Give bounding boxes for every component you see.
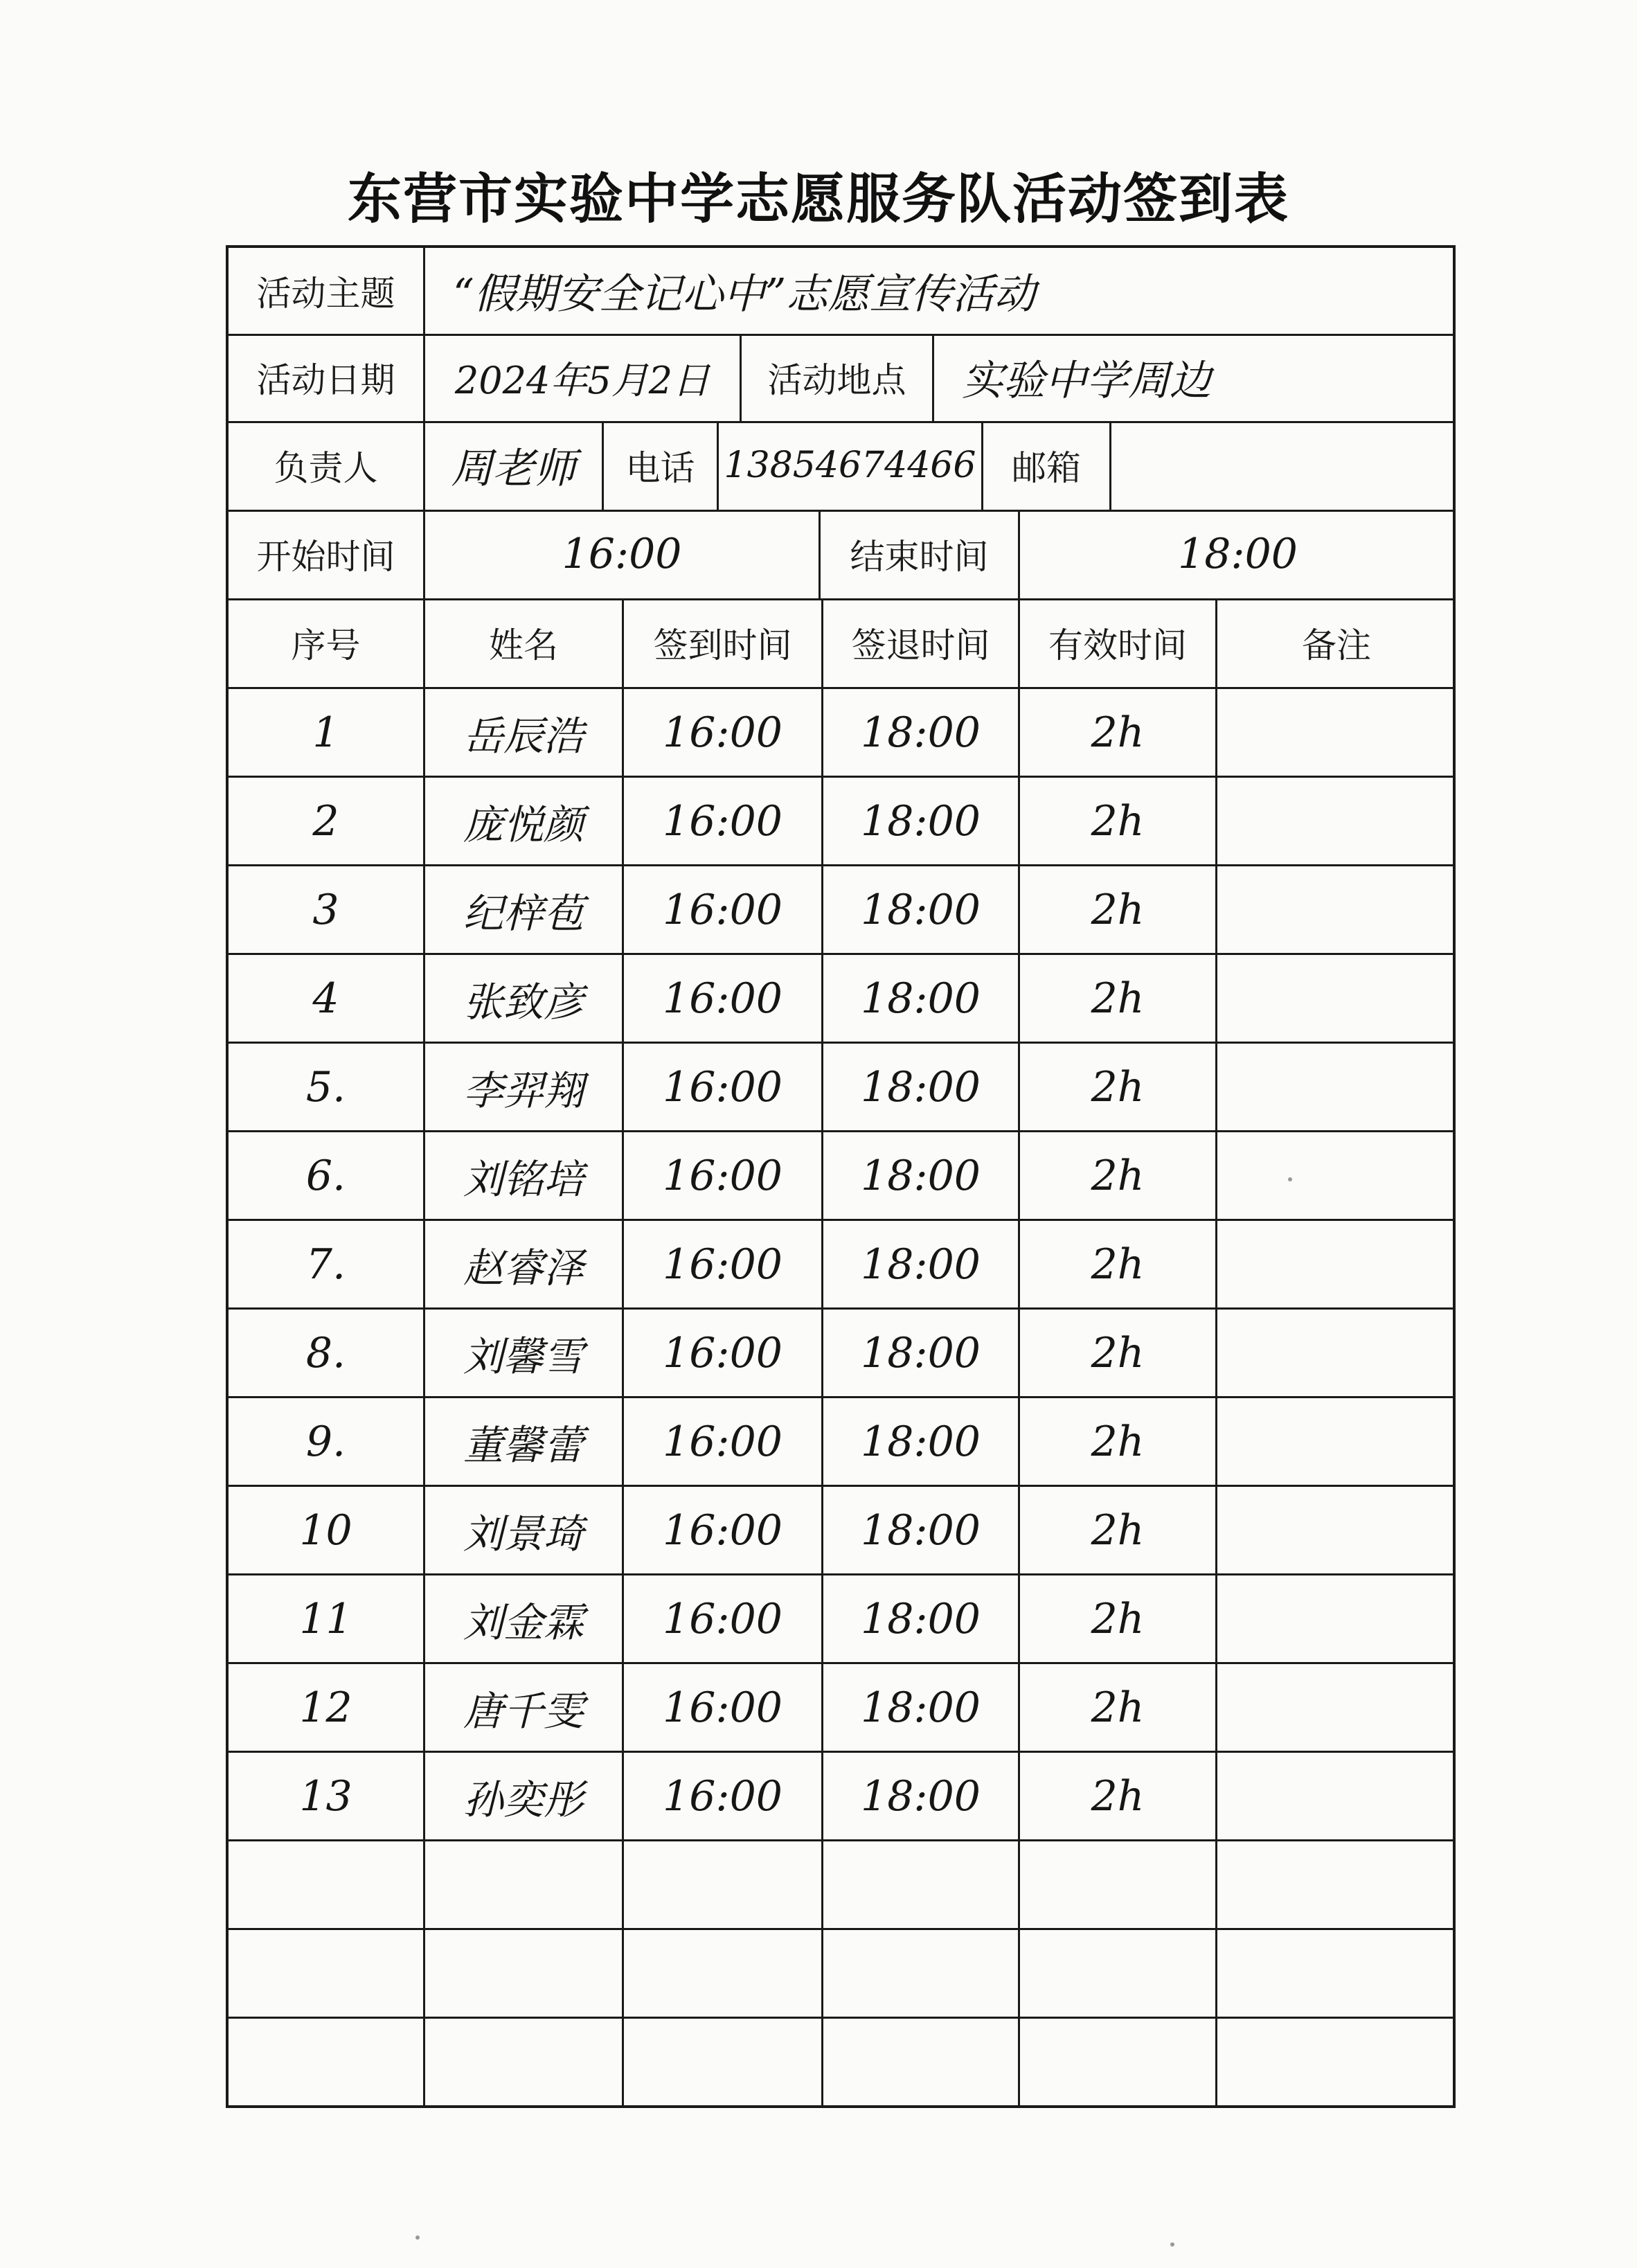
row-remarks bbox=[1217, 689, 1456, 776]
row-name: 张致彦 bbox=[463, 978, 584, 1026]
row-sign-out-time: 18:00 bbox=[861, 1240, 981, 1289]
header-name: 姓名 bbox=[489, 625, 558, 666]
row-sign-in-time: 16:00 bbox=[663, 796, 782, 846]
row-remarks bbox=[1217, 1487, 1456, 1573]
row-index: 8. bbox=[305, 1328, 346, 1377]
row-index: 2 bbox=[312, 796, 339, 846]
row-name: 刘铭培 bbox=[463, 1155, 584, 1203]
row-name: 刘金霖 bbox=[463, 1598, 584, 1646]
header-index: 序号 bbox=[291, 625, 361, 666]
row-name bbox=[425, 1930, 622, 2017]
row-valid-time: 2h bbox=[1091, 1062, 1145, 1111]
email-value bbox=[1111, 421, 1456, 510]
row-valid-time: 2h bbox=[1091, 708, 1145, 757]
row-sign-out-time: 18:00 bbox=[861, 1594, 981, 1643]
row-sign-out-time: 18:00 bbox=[861, 1683, 981, 1732]
row-sign-in-time: 16:00 bbox=[663, 1062, 782, 1111]
row-name: 李羿翔 bbox=[463, 1066, 584, 1114]
row-name: 刘馨雪 bbox=[463, 1332, 584, 1380]
row-index bbox=[229, 2019, 423, 2105]
row-sign-in-time: 16:00 bbox=[663, 1417, 782, 1466]
scan-speck bbox=[1170, 2242, 1174, 2247]
row-sign-in-time: 16:00 bbox=[663, 708, 782, 757]
place-value: 实验中学周边 bbox=[962, 357, 1211, 405]
row-remarks bbox=[1217, 778, 1456, 864]
row-sign-out-time: 18:00 bbox=[861, 1417, 981, 1466]
row-sign-in-time: 16:00 bbox=[663, 885, 782, 934]
row-valid-time: 2h bbox=[1091, 1771, 1145, 1821]
scan-speck bbox=[415, 2235, 420, 2240]
row-valid-time: 2h bbox=[1091, 1683, 1145, 1732]
row-sign-in-time: 16:00 bbox=[663, 1506, 782, 1555]
page-title: 东营市实验中学志愿服务队活动签到表 bbox=[347, 168, 1289, 231]
row-name: 庞悦颜 bbox=[463, 801, 584, 848]
row-index: 12 bbox=[299, 1683, 352, 1732]
header-remarks: 备注 bbox=[1302, 625, 1371, 666]
email-label: 邮箱 bbox=[1012, 448, 1081, 488]
row-sign-out-time: 18:00 bbox=[861, 885, 981, 934]
row-valid-time: 2h bbox=[1091, 885, 1145, 934]
row-index: 7. bbox=[305, 1240, 346, 1289]
row-remarks bbox=[1217, 1575, 1456, 1662]
end-time-label: 结束时间 bbox=[850, 537, 989, 577]
row-remarks bbox=[1217, 1664, 1456, 1751]
row-sign-out-time: 18:00 bbox=[861, 1506, 981, 1555]
row-remarks bbox=[1217, 1310, 1456, 1396]
row-index: 9. bbox=[305, 1417, 346, 1466]
row-name: 唐千雯 bbox=[463, 1687, 584, 1735]
row-sign-in-time bbox=[624, 1841, 821, 1928]
row-valid-time: 2h bbox=[1091, 1151, 1145, 1200]
row-index: 11 bbox=[299, 1594, 352, 1643]
row-name: 纪梓苞 bbox=[463, 889, 584, 937]
row-sign-out-time: 18:00 bbox=[861, 974, 981, 1023]
row-sign-in-time: 16:00 bbox=[663, 1151, 782, 1200]
header-sign-in-time: 签到时间 bbox=[653, 625, 792, 666]
row-name: 岳辰浩 bbox=[463, 712, 584, 760]
row-sign-in-time: 16:00 bbox=[663, 1328, 782, 1377]
row-remarks bbox=[1217, 2019, 1456, 2105]
row-sign-in-time: 16:00 bbox=[663, 1771, 782, 1821]
row-sign-out-time: 18:00 bbox=[861, 1062, 981, 1111]
row-name: 赵睿泽 bbox=[463, 1244, 584, 1292]
place-label: 活动地点 bbox=[767, 360, 906, 400]
row-name bbox=[425, 2019, 622, 2105]
scan-speck bbox=[1288, 1177, 1292, 1181]
row-remarks bbox=[1217, 1930, 1456, 2017]
row-sign-out-time bbox=[823, 1841, 1018, 1928]
date-value: 2024年5月2日 bbox=[454, 358, 710, 402]
date-label: 活动日期 bbox=[256, 360, 395, 400]
topic-value: “假期安全记心中”志愿宣传活动 bbox=[453, 270, 1036, 319]
row-remarks bbox=[1217, 1044, 1456, 1130]
row-name: 刘景琦 bbox=[463, 1510, 584, 1557]
leader-value: 周老师 bbox=[451, 445, 576, 493]
row-remarks bbox=[1217, 1753, 1456, 1839]
start-time-value: 16:00 bbox=[562, 530, 682, 578]
row-index: 1 bbox=[312, 708, 339, 757]
end-time-value: 18:00 bbox=[1178, 530, 1298, 578]
row-sign-out-time: 18:00 bbox=[861, 708, 981, 757]
row-valid-time bbox=[1020, 1930, 1215, 2017]
row-valid-time: 2h bbox=[1091, 796, 1145, 846]
row-index bbox=[229, 1930, 423, 2017]
row-index: 13 bbox=[299, 1771, 352, 1821]
leader-label: 负责人 bbox=[274, 448, 378, 488]
row-remarks bbox=[1217, 1221, 1456, 1307]
sign-in-sheet bbox=[226, 245, 1456, 2108]
header-sign-out-time: 签退时间 bbox=[851, 625, 990, 666]
header-valid-time: 有效时间 bbox=[1048, 625, 1187, 666]
row-sign-in-time: 16:00 bbox=[663, 1594, 782, 1643]
row-sign-out-time: 18:00 bbox=[861, 1151, 981, 1200]
row-sign-out-time: 18:00 bbox=[861, 796, 981, 846]
phone-label: 电话 bbox=[625, 448, 695, 488]
row-sign-out-time bbox=[823, 1930, 1018, 2017]
row-remarks bbox=[1217, 955, 1456, 1042]
row-sign-in-time bbox=[624, 1930, 821, 2017]
row-valid-time: 2h bbox=[1091, 1240, 1145, 1289]
row-valid-time: 2h bbox=[1091, 1506, 1145, 1555]
row-sign-out-time bbox=[823, 2019, 1018, 2105]
row-index: 10 bbox=[299, 1506, 352, 1555]
row-valid-time bbox=[1020, 1841, 1215, 1928]
row-valid-time: 2h bbox=[1091, 1594, 1145, 1643]
topic-label: 活动主题 bbox=[256, 274, 395, 314]
phone-value: 13854674466 bbox=[724, 445, 976, 486]
row-remarks bbox=[1217, 1132, 1456, 1219]
row-index bbox=[229, 1841, 423, 1928]
row-sign-in-time: 16:00 bbox=[663, 974, 782, 1023]
row-valid-time: 2h bbox=[1091, 1417, 1145, 1466]
row-remarks bbox=[1217, 1841, 1456, 1928]
row-remarks bbox=[1217, 866, 1456, 953]
row-index: 4 bbox=[312, 974, 339, 1023]
row-name: 董馨蕾 bbox=[463, 1421, 584, 1469]
row-sign-in-time: 16:00 bbox=[663, 1240, 782, 1289]
row-sign-out-time: 18:00 bbox=[861, 1771, 981, 1821]
row-name: 孙奕彤 bbox=[463, 1776, 584, 1823]
row-sign-in-time: 16:00 bbox=[663, 1683, 782, 1732]
row-sign-in-time bbox=[624, 2019, 821, 2105]
row-valid-time: 2h bbox=[1091, 974, 1145, 1023]
row-name bbox=[425, 1841, 622, 1928]
row-valid-time bbox=[1020, 2019, 1215, 2105]
row-index: 5. bbox=[305, 1062, 346, 1111]
row-index: 6. bbox=[305, 1151, 346, 1200]
row-sign-out-time: 18:00 bbox=[861, 1328, 981, 1377]
row-valid-time: 2h bbox=[1091, 1328, 1145, 1377]
row-index: 3 bbox=[312, 885, 339, 934]
row-remarks bbox=[1217, 1398, 1456, 1485]
start-time-label: 开始时间 bbox=[256, 537, 395, 577]
